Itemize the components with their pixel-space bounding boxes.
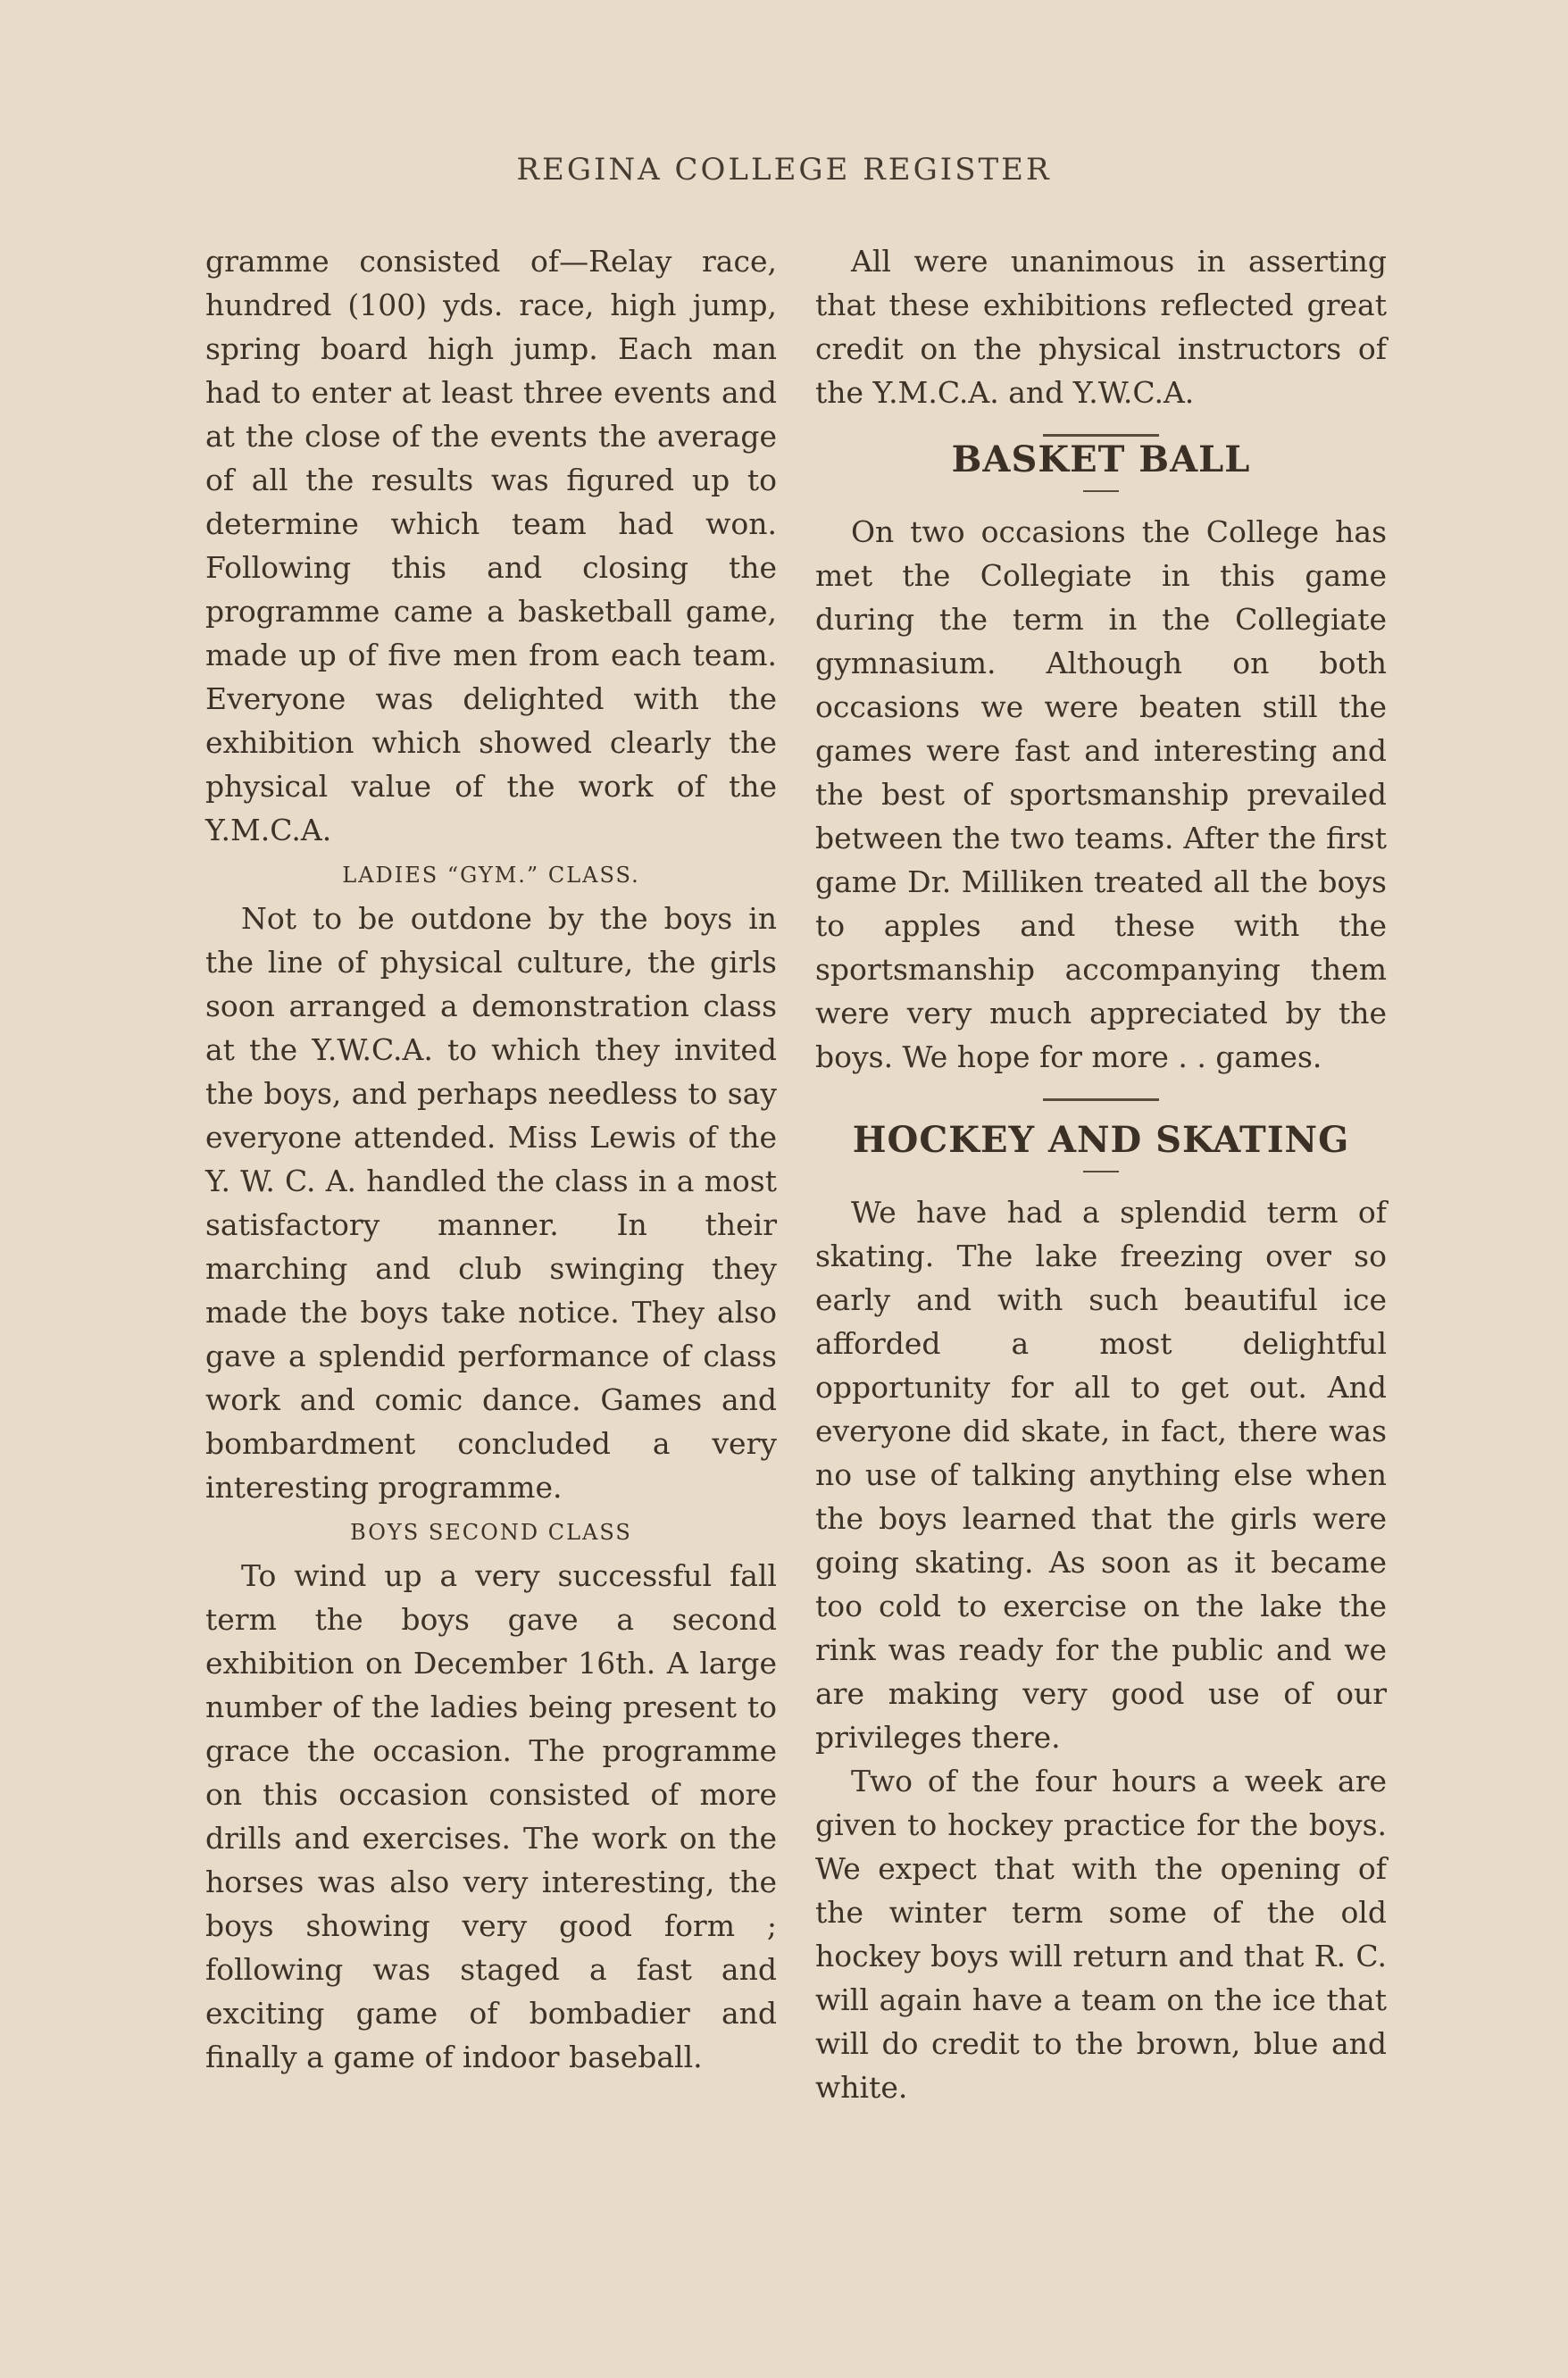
right-paragraph-3: We have had a splendid term of skating. The lake freezing over so early and with such beautiful ice afforded a most delightful opportunity for all to get out. And everyone did skate, in fact, there was no use of talking anything else when the boys learned that the girls were going skating. As soon as it became too cold to exercise on the lake the rink was ready for the public and we are making very good use of our privileges there.: [815, 1195, 1387, 1755]
heading-rule: [1083, 490, 1119, 492]
right-paragraph-4: Two of the four hours a week are given to hockey practice for the boys. We expect that with the opening of the winter term some of the old hockey boys will return and that R. C. will again have a team on the ice that will do credit to the brown, blue and white.: [815, 1764, 1387, 2105]
heading-rule: [1083, 1171, 1119, 1172]
subhead-boys-second-class: BOYS SECOND CLASS: [350, 1520, 632, 1545]
running-head: REGINA COLLEGE REGISTER: [516, 152, 1052, 188]
left-paragraph-2: Not to be outdone by the boys in the line of physical culture, the girls soon arranged a demonstration class at the Y.W.C.A. to which they invited the boys, and perhaps needless to say everyone attended. Miss Lewis of the Y. W. C. A. handled the class in a most satisfactory manner. In their marching and club swinging they made the boys take notice. They also gave a splendid performance of class work and comic dance. Games and bombardment concluded a very interesting programme.: [205, 901, 777, 1505]
left-paragraph-3: To wind up a very successful fall term the boys gave a second exhibition on December 16th. A large number of the ladies being present to grace the occasion. The programme on this occasion consisted of more drills and exercises. The work on the horses was also very interesting, the boys showing very good form ; following was staged a fast and exciting game of bombadier and finally a game of indoor baseball.: [205, 1558, 777, 2074]
heading-hockey-and-skating: HOCKEY AND SKATING: [852, 1119, 1350, 1161]
heading-basket-ball: BASKET BALL: [951, 438, 1251, 480]
left-paragraph-1: gramme consisted of—Relay race, hundred (100) yds. race, high jump, spring board high jump. Each man had to enter at least three events and at the close of the events the average of all the results was figured up to determine which team had won. Following this and closing the programme came a basketball game, made up of five men from each team. Everyone was delighted with the exhibition which showed clearly the physical value of the work of the Y.M.C.A.: [205, 244, 777, 847]
right-column: [815, 239, 1387, 2109]
right-paragraph-1: All were unanimous in asserting that these exhibitions reflected great credit on the physical instructors of the Y.M.C.A. and Y.W.C.A.: [815, 244, 1387, 410]
subhead-ladies-gym-class: LADIES “GYM.” CLASS.: [342, 863, 640, 888]
section-divider: [1043, 1098, 1159, 1101]
right-paragraph-2: On two occasions the College has met the Collegiate in this game during the term in the Collegiate gymnasium. Although on both occasions we were beaten still the games were fast and interesting and the best of sportsmanship prevailed between the two teams. After the first game Dr. Milliken treated all the boys to apples and these with the sportsmanship accompanying them were very much appreciated by the boys. We hope for more . . games.: [815, 514, 1387, 1074]
left-column: [205, 239, 777, 2079]
